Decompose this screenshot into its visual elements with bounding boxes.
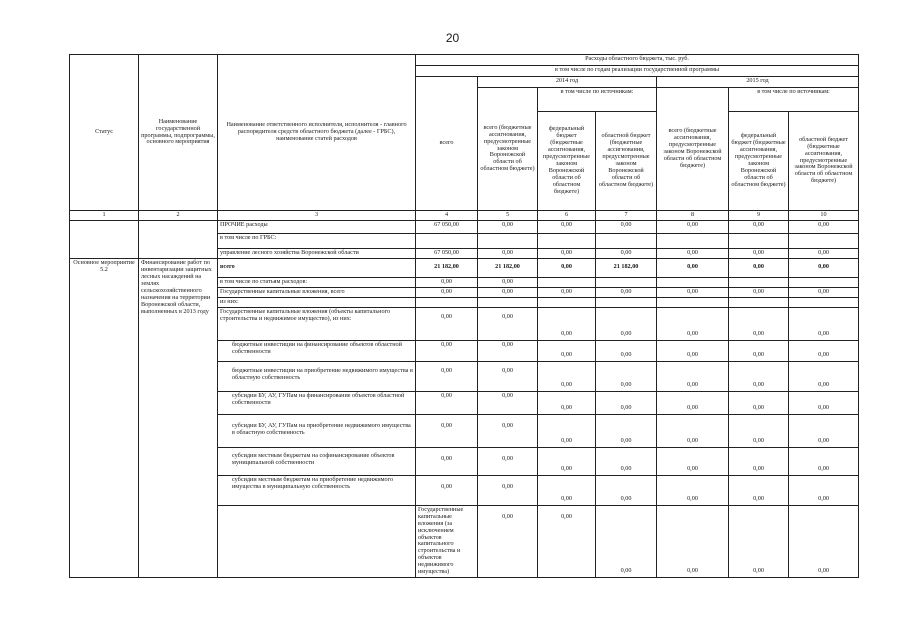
row-value: 0,00 bbox=[538, 287, 596, 297]
table-row bbox=[70, 258, 859, 277]
row-value: 0,00 bbox=[478, 505, 538, 577]
empty-cell bbox=[70, 220, 139, 258]
row-label: субсидии местным бюджетам на приобретение недвижимого имущества в муниципальную собственность bbox=[218, 475, 416, 505]
header-status: Статус bbox=[70, 55, 139, 211]
row-value: 0,00 bbox=[478, 248, 538, 258]
header-total: всего bbox=[416, 77, 478, 211]
row-value: 0,00 bbox=[478, 475, 538, 505]
row-value: 0,00 bbox=[657, 475, 729, 505]
row-label: управление лесного хозяйства Воронежской области bbox=[218, 248, 416, 258]
column-number: 1 bbox=[70, 211, 139, 221]
row-value: 0,00 bbox=[478, 220, 538, 233]
row-value: 0,00 bbox=[789, 505, 859, 577]
row-value: 0,00 bbox=[596, 414, 657, 447]
header-by-years: в том числе по годам реализации государственной программы bbox=[416, 66, 859, 77]
header-regional-2014: областной бюджет (бюджетные ассигнования, предусмотренные законом Воронежской области об областном бюджете) bbox=[596, 112, 657, 211]
row-value: 0,00 bbox=[789, 248, 859, 258]
row-value: 0,00 bbox=[729, 447, 789, 475]
row-value: 0,00 bbox=[657, 220, 729, 233]
row-value: 0,00 bbox=[478, 361, 538, 391]
row-value: 0,00 bbox=[538, 475, 596, 505]
row-value: 0,00 bbox=[538, 340, 596, 361]
row-label: субсидии местным бюджетам на софинансирование объектов муниципальной собственности bbox=[218, 447, 416, 475]
row-value: 0,00 bbox=[657, 414, 729, 447]
row-value: 0,00 bbox=[538, 391, 596, 414]
row-value: 0,00 bbox=[729, 475, 789, 505]
row-value: 0,00 bbox=[789, 361, 859, 391]
row-label: бюджетные инвестиции на финансирование объектов областной собственности bbox=[218, 340, 416, 361]
row-value: 0,00 bbox=[729, 307, 789, 340]
row-value: 0,00 bbox=[729, 505, 789, 577]
column-number: 4 bbox=[416, 211, 478, 221]
row-label: в том числе по ГРБС: bbox=[218, 233, 416, 248]
row-label: ПРОЧИЕ расходы bbox=[218, 220, 416, 233]
row-value: 0,00 bbox=[596, 391, 657, 414]
row-value: 0,00 bbox=[416, 287, 478, 297]
row-value: 0,00 bbox=[478, 307, 538, 340]
budget-table bbox=[69, 54, 859, 578]
row-value: 0,00 bbox=[789, 307, 859, 340]
column-number-row bbox=[70, 211, 859, 221]
row-value: 0,00 bbox=[478, 414, 538, 447]
row-value: 0,00 bbox=[789, 475, 859, 505]
column-number: 3 bbox=[218, 211, 416, 221]
measure-status: Основное мероприятие 5.2 bbox=[70, 258, 139, 577]
row-value: 0,00 bbox=[729, 391, 789, 414]
row-label: в том числе по статьям расходов: bbox=[218, 277, 416, 287]
column-number: 9 bbox=[729, 211, 789, 221]
row-value: 0,00 bbox=[478, 447, 538, 475]
empty-cell bbox=[139, 220, 218, 258]
row-value: 0,00 bbox=[416, 340, 478, 361]
row-value: 0,00 bbox=[416, 307, 478, 340]
row-value: 21 182,00 bbox=[478, 258, 538, 277]
header-year-2015: 2015 год bbox=[657, 77, 859, 88]
row-value: 0,00 bbox=[416, 361, 478, 391]
row-value: 0,00 bbox=[596, 307, 657, 340]
row-value: 0,00 bbox=[596, 361, 657, 391]
row-value: 67 050,00 bbox=[416, 248, 478, 258]
row-value: 21 182,00 bbox=[416, 258, 478, 277]
row-value: 0,00 bbox=[596, 248, 657, 258]
row-value: 0,00 bbox=[789, 391, 859, 414]
column-number: 2 bbox=[139, 211, 218, 221]
row-label: Государственные капитальные вложения (объекты капитального строительства и недвижимое имущество), из них: bbox=[218, 307, 416, 340]
row-value: 0,00 bbox=[729, 248, 789, 258]
row-value: 0,00 bbox=[416, 391, 478, 414]
row-value: 0,00 bbox=[657, 340, 729, 361]
table-row bbox=[70, 220, 859, 233]
row-value: 0,00 bbox=[729, 414, 789, 447]
row-label: Государственные капитальные вложения (за исключением объектов капитального строительства и объектов недвижимого имущества) bbox=[416, 505, 478, 577]
row-value: 0,00 bbox=[538, 414, 596, 447]
row-value: 0,00 bbox=[538, 307, 596, 340]
row-value: 0,00 bbox=[538, 248, 596, 258]
row-value: 0,00 bbox=[729, 287, 789, 297]
row-value: 0,00 bbox=[657, 258, 729, 277]
row-value: 0,00 bbox=[478, 287, 538, 297]
row-value: 0,00 bbox=[789, 220, 859, 233]
row-value: 21 182,00 bbox=[596, 258, 657, 277]
column-number: 10 bbox=[789, 211, 859, 221]
row-value: 0,00 bbox=[657, 361, 729, 391]
page-number: 20 bbox=[445, 31, 460, 45]
row-value: 0,00 bbox=[657, 307, 729, 340]
row-value: 0,00 bbox=[789, 287, 859, 297]
row-value: 0,00 bbox=[538, 258, 596, 277]
row-value: 0,00 bbox=[538, 361, 596, 391]
row-value: 0,00 bbox=[596, 447, 657, 475]
row-label: всего bbox=[218, 258, 416, 277]
row-value: 0,00 bbox=[596, 475, 657, 505]
row-value: 0,00 bbox=[657, 505, 729, 577]
row-label: из них: bbox=[218, 297, 416, 307]
row-value: 0,00 bbox=[596, 505, 657, 577]
row-value: 0,00 bbox=[596, 287, 657, 297]
row-value: 0,00 bbox=[596, 340, 657, 361]
measure-name: Финансирование работ по инвентаризации защитных лесных насаждений на землях сельскохозяйственного назначения на территории Воронежской области, выполненных в 2013 году bbox=[139, 258, 218, 577]
header-total-2014: всего (бюджетные ассигнования, предусмотренные законом Воронежской области об областном бюджете) bbox=[478, 88, 538, 211]
header-total-2015: всего (бюджетные ассигнования, предусмотренные законом Воронежской области об областном бюджете) bbox=[657, 88, 729, 211]
row-label: субсидии БУ, АУ, ГУПам на приобретение недвижимого имущества в областную собственность bbox=[218, 414, 416, 447]
row-value: 0,00 bbox=[538, 505, 596, 577]
row-value: 0,00 bbox=[729, 258, 789, 277]
row-value: 0,00 bbox=[657, 287, 729, 297]
header-sources-2014: в том числе по источникам: bbox=[538, 88, 657, 112]
header-expenses-title: Расходы областного бюджета, тыс. руб. bbox=[416, 55, 859, 66]
row-value: 0,00 bbox=[538, 220, 596, 233]
column-number: 7 bbox=[596, 211, 657, 221]
column-number: 8 bbox=[657, 211, 729, 221]
row-value: 0,00 bbox=[478, 277, 538, 287]
row-value: 0,00 bbox=[478, 391, 538, 414]
row-label: Государственные капитальные вложения, всего bbox=[218, 287, 416, 297]
header-regional-2015: областной бюджет (бюджетные ассигнования, предусмотренные законом Воронежской области об областном бюджете) bbox=[789, 112, 859, 211]
header-executor-name: Наименование ответственного исполнителя, исполнителя - главного распорядителя средств областного бюджета (далее - ГРБС), наименование статей расходов bbox=[218, 55, 416, 211]
column-number: 6 bbox=[538, 211, 596, 221]
header-federal-2015: федеральный бюджет (бюджетные ассигнования, предусмотренные законом Воронежской области об областном бюджете) bbox=[729, 112, 789, 211]
row-value: 0,00 bbox=[789, 340, 859, 361]
header-year-2014: 2014 год bbox=[478, 77, 657, 88]
row-value: 0,00 bbox=[657, 391, 729, 414]
row-value: 0,00 bbox=[538, 447, 596, 475]
row-value: 0,00 bbox=[789, 258, 859, 277]
row-value: 67 050,00 bbox=[416, 220, 478, 233]
row-value: 0,00 bbox=[416, 277, 478, 287]
row-value: 0,00 bbox=[729, 361, 789, 391]
row-value: 0,00 bbox=[416, 447, 478, 475]
row-label: субсидии БУ, АУ, ГУПам на финансирование объектов областной собственности bbox=[218, 391, 416, 414]
header-sources-2015: в том числе по источникам: bbox=[729, 88, 859, 112]
empty-cell bbox=[218, 505, 416, 577]
row-value: 0,00 bbox=[729, 220, 789, 233]
row-value: 0,00 bbox=[789, 414, 859, 447]
row-value: 0,00 bbox=[478, 340, 538, 361]
row-label: бюджетные инвестиции на приобретение недвижимого имущества в областную собственность bbox=[218, 361, 416, 391]
row-value: 0,00 bbox=[416, 414, 478, 447]
row-value: 0,00 bbox=[789, 447, 859, 475]
header-federal-2014: федеральный бюджет (бюджетные ассигнования, предусмотренные законом Воронежской области об областном бюджете) bbox=[538, 112, 596, 211]
column-number: 5 bbox=[478, 211, 538, 221]
row-value: 0,00 bbox=[416, 475, 478, 505]
row-value: 0,00 bbox=[729, 340, 789, 361]
row-value: 0,00 bbox=[596, 220, 657, 233]
row-value: 0,00 bbox=[657, 248, 729, 258]
header-program-name: Наименование государственной программы, подпрограммы, основного мероприятия bbox=[139, 55, 218, 211]
row-value: 0,00 bbox=[657, 447, 729, 475]
